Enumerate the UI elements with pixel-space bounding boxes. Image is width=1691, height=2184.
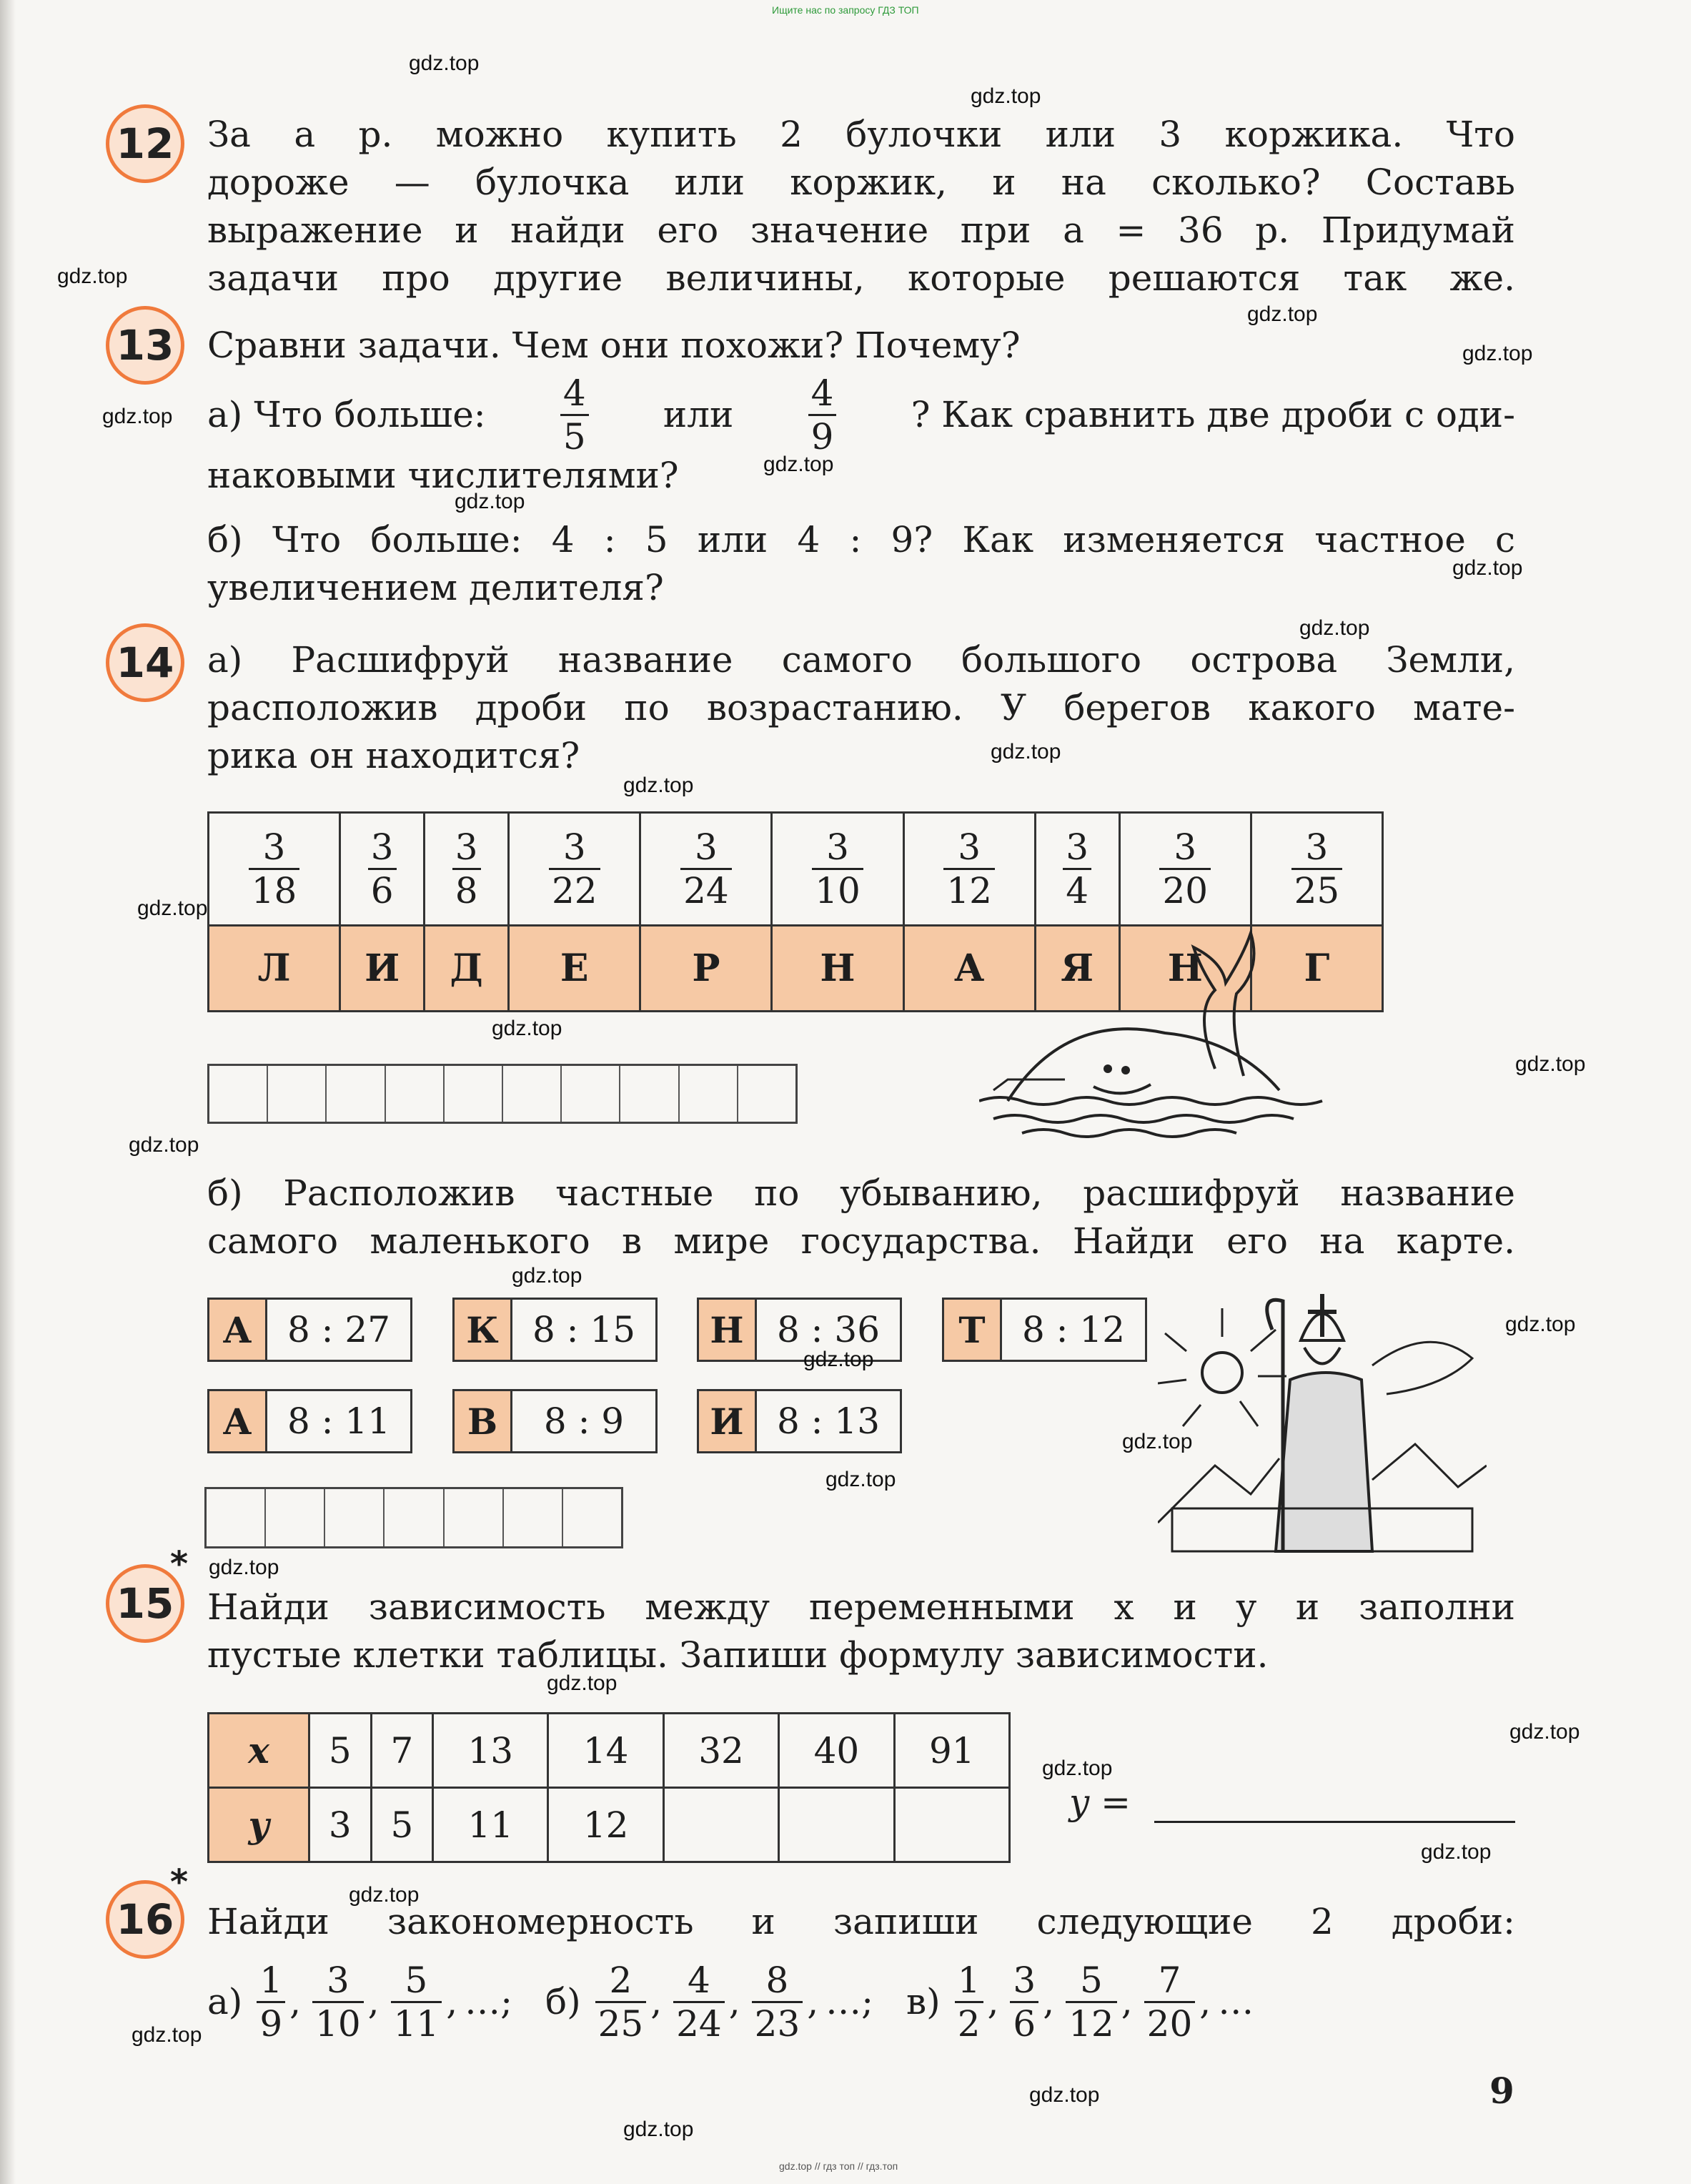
y-value: 5 bbox=[371, 1788, 433, 1862]
denominator: 12 bbox=[1066, 2001, 1117, 2042]
task-13-b-line-2: увеличением делителя? bbox=[207, 567, 664, 608]
x-value: 32 bbox=[663, 1714, 778, 1788]
sequence-b-ellipsis: …; bbox=[825, 1981, 874, 2022]
numerator: 3 bbox=[370, 826, 394, 868]
watermark-text: gdz.top bbox=[102, 405, 173, 428]
numerator: 3 bbox=[1066, 826, 1089, 868]
denominator: 18 bbox=[249, 868, 300, 909]
denominator: 22 bbox=[549, 868, 600, 909]
task-14-a-line-3: рика он находится? bbox=[207, 735, 580, 776]
page-number: 9 bbox=[1489, 2070, 1514, 2112]
denominator: 24 bbox=[673, 2001, 725, 2042]
cell-fraction bbox=[812, 826, 863, 911]
watermark-text: gdz.top bbox=[1122, 1430, 1193, 1453]
task-13-a-question: ? Как сравнить две дроби с оди- bbox=[911, 394, 1515, 435]
watermark-text: gdz.top bbox=[763, 453, 834, 476]
letter-cell: Е bbox=[509, 926, 640, 1012]
denominator: 25 bbox=[595, 2001, 647, 2042]
denominator: 20 bbox=[1159, 868, 1211, 909]
numerator: 3 bbox=[694, 826, 718, 868]
quotient-card bbox=[207, 1298, 412, 1362]
numerator: 3 bbox=[562, 826, 586, 868]
numerator: 3 bbox=[826, 826, 849, 868]
task-14-b-line-1: б) Расположив частные по убыванию, расшифруй название bbox=[207, 1172, 1515, 1214]
quotient-letter: В bbox=[455, 1391, 512, 1451]
denominator: 8 bbox=[452, 868, 481, 909]
task-12-line-3: выражение и найди его значение при a = 36 р. Придумай bbox=[207, 209, 1515, 251]
quotient-card bbox=[207, 1389, 412, 1453]
separator: , bbox=[987, 1981, 999, 2022]
quotient-expression: 8 : 9 bbox=[543, 1400, 625, 1442]
fraction-cell bbox=[640, 813, 772, 926]
letter-cell: Я bbox=[1035, 926, 1119, 1012]
fraction-cell bbox=[425, 813, 509, 926]
watermark-text: gdz.top bbox=[349, 1883, 420, 1907]
quotient-card bbox=[942, 1298, 1147, 1362]
numerator: 7 bbox=[1158, 1959, 1181, 2001]
letter-cell: Р bbox=[640, 926, 772, 1012]
separator: , bbox=[367, 1981, 380, 2022]
separator: , bbox=[289, 1981, 302, 2022]
letter-cell: И bbox=[340, 926, 425, 1012]
answer-cells-state[interactable] bbox=[204, 1487, 623, 1548]
task-12-line-1: За a р. можно купить 2 булочки или 3 коржика. Что bbox=[207, 114, 1515, 155]
fraction-cell bbox=[1035, 813, 1119, 926]
letter-cell: Л bbox=[209, 926, 340, 1012]
fraction-4-9 bbox=[808, 372, 837, 458]
quotient-card bbox=[697, 1389, 902, 1453]
cell-fraction bbox=[368, 826, 397, 911]
numerator: 3 bbox=[1013, 1959, 1036, 2001]
separator: , bbox=[728, 1981, 740, 2022]
watermark-text: gdz.top bbox=[803, 1348, 874, 1371]
quotient-letter: А bbox=[209, 1391, 267, 1451]
letter-cell: Н bbox=[1119, 926, 1251, 1012]
sequence-a-fraction bbox=[312, 1959, 364, 2045]
denominator: 9 bbox=[808, 414, 837, 455]
quotient-expression: 8 : 15 bbox=[532, 1309, 636, 1350]
letter-cell: Н bbox=[772, 926, 903, 1012]
letter-cell: Г bbox=[1251, 926, 1382, 1012]
task-13-a-line-2: наковыми числителями? bbox=[207, 455, 679, 496]
numerator: 4 bbox=[562, 372, 586, 414]
sequence-a-fraction bbox=[391, 1959, 442, 2045]
task-13-a-or: или bbox=[663, 394, 734, 435]
x-value: 14 bbox=[548, 1714, 663, 1788]
watermark-text: gdz.top bbox=[132, 2023, 202, 2047]
whale-illustration bbox=[979, 926, 1522, 1140]
y-header: y bbox=[209, 1788, 309, 1862]
fraction-cell bbox=[772, 813, 903, 926]
denominator: 10 bbox=[312, 2001, 364, 2042]
answer-cells-island[interactable] bbox=[207, 1064, 798, 1124]
numerator: 4 bbox=[688, 1959, 710, 2001]
y-value: 12 bbox=[548, 1788, 663, 1862]
letter-cell: Д bbox=[425, 926, 509, 1012]
footer-note: gdz.top // гдз топ // гдз.топ bbox=[779, 2160, 898, 2172]
watermark-text: gdz.top bbox=[1299, 616, 1370, 640]
cell-fraction bbox=[549, 826, 600, 911]
denominator: 10 bbox=[812, 868, 863, 909]
sequence-b-fraction bbox=[752, 1959, 803, 2045]
x-value: 91 bbox=[894, 1714, 1009, 1788]
quotient-card bbox=[452, 1298, 658, 1362]
watermark-text: gdz.top bbox=[209, 1556, 279, 1579]
watermark-text: gdz.top bbox=[1505, 1313, 1576, 1336]
letter-cell: А bbox=[903, 926, 1035, 1012]
y-value: 3 bbox=[309, 1788, 372, 1862]
watermark-text: gdz.top bbox=[1462, 342, 1533, 365]
cell-fraction bbox=[943, 826, 995, 911]
numerator: 4 bbox=[810, 372, 834, 414]
x-row bbox=[209, 1714, 1010, 1788]
fraction-cell bbox=[903, 813, 1035, 926]
quotient-letter: Н bbox=[699, 1300, 757, 1360]
quotient-expression: 8 : 27 bbox=[287, 1309, 391, 1350]
watermark-text: gdz.top bbox=[129, 1133, 199, 1157]
task-15-line-2: пустые клетки таблицы. Запиши формулу зависимости. bbox=[207, 1634, 1269, 1676]
task-12-line-4: задачи про другие величины, которые решаются так же. bbox=[207, 257, 1515, 299]
fraction-cell bbox=[1119, 813, 1251, 926]
numerator: 5 bbox=[405, 1959, 428, 2001]
denominator: 6 bbox=[1010, 2001, 1038, 2042]
cell-fraction bbox=[680, 826, 732, 911]
watermark-text: gdz.top bbox=[623, 774, 694, 797]
watermark-text: gdz.top bbox=[492, 1017, 562, 1040]
task-13-b-line-1: б) Что больше: 4 : 5 или 4 : 9? Как изменяется частное с bbox=[207, 519, 1515, 560]
numerator: 3 bbox=[1174, 826, 1197, 868]
quotient-expression: 8 : 13 bbox=[776, 1400, 881, 1442]
x-value: 13 bbox=[433, 1714, 548, 1788]
sequence-b-label: б) bbox=[545, 1981, 581, 2022]
x-value: 5 bbox=[309, 1714, 372, 1788]
sequence-a-label: а) bbox=[207, 1981, 243, 2022]
watermark-text: gdz.top bbox=[512, 1264, 582, 1288]
sequence-c-fraction bbox=[1144, 1959, 1196, 2045]
numerator: 1 bbox=[957, 1959, 981, 2001]
task-15-number: 15 bbox=[106, 1564, 184, 1643]
pope-illustration bbox=[1158, 1280, 1487, 1566]
denominator: 23 bbox=[752, 2001, 803, 2042]
task-13-intro: Сравни задачи. Чем они похожи? Почему? bbox=[207, 325, 1021, 366]
watermark-text: gdz.top bbox=[1029, 2083, 1100, 2107]
separator: , bbox=[650, 1981, 663, 2022]
task-16-star: * bbox=[170, 1862, 189, 1902]
sequence-b-fraction bbox=[595, 1959, 647, 2045]
sequence-c-ellipsis: … bbox=[1218, 1981, 1254, 2022]
y-empty-cell[interactable] bbox=[663, 1788, 778, 1862]
watermark-text: gdz.top bbox=[991, 740, 1061, 764]
formula-label: y = bbox=[1069, 1782, 1131, 1823]
sequence-c-fraction bbox=[1010, 1959, 1038, 2045]
quotient-card bbox=[452, 1389, 658, 1453]
sequence-c-fraction bbox=[955, 1959, 983, 2045]
y-empty-cell[interactable] bbox=[779, 1788, 894, 1862]
denominator: 2 bbox=[955, 2001, 983, 2042]
cell-fraction bbox=[1063, 826, 1091, 911]
task-12-number: 12 bbox=[106, 104, 184, 183]
numerator: 3 bbox=[958, 826, 981, 868]
header-note: Ищите нас по запросу ГДЗ ТОП bbox=[772, 4, 919, 16]
watermark-text: gdz.top bbox=[1421, 1840, 1492, 1864]
separator: , bbox=[807, 1981, 819, 2022]
sequence-a-ellipsis: …; bbox=[465, 1981, 512, 2022]
fraction-row bbox=[209, 813, 1383, 926]
separator: , bbox=[1121, 1981, 1133, 2022]
fraction-cell bbox=[340, 813, 425, 926]
watermark-text: gdz.top bbox=[57, 265, 128, 288]
cell-fraction bbox=[249, 826, 300, 911]
y-empty-cell[interactable] bbox=[894, 1788, 1009, 1862]
numerator: 8 bbox=[765, 1959, 789, 2001]
task-14-b-line-2: самого маленького в мире государства. Найди его на карте. bbox=[207, 1220, 1515, 1262]
denominator: 4 bbox=[1063, 868, 1091, 909]
xy-table bbox=[207, 1712, 1011, 1863]
separator: , bbox=[1199, 1981, 1211, 2022]
y-row bbox=[209, 1788, 1010, 1862]
task-12-line-2: дороже — булочка или коржик, и на сколько? Составь bbox=[207, 162, 1515, 203]
denominator: 5 bbox=[560, 414, 589, 455]
quotient-expression: 8 : 12 bbox=[1021, 1309, 1126, 1350]
fraction-cell bbox=[509, 813, 640, 926]
sequence-b-fraction bbox=[673, 1959, 725, 2045]
separator: , bbox=[446, 1981, 458, 2022]
cell-fraction bbox=[1159, 826, 1211, 911]
task-13-number: 13 bbox=[106, 306, 184, 385]
numerator: 2 bbox=[609, 1959, 633, 2001]
watermark-text: gdz.top bbox=[1509, 1720, 1580, 1744]
x-header: x bbox=[209, 1714, 309, 1788]
watermark-text: gdz.top bbox=[547, 1671, 618, 1695]
denominator: 9 bbox=[257, 2001, 285, 2042]
task-16-line-1: Найди закономерность и запиши следующие 2 дроби: bbox=[207, 1901, 1515, 1942]
watermark-text: gdz.top bbox=[1515, 1052, 1586, 1076]
cell-fraction bbox=[1291, 826, 1343, 911]
quotient-letter: И bbox=[699, 1391, 757, 1451]
numerator: 3 bbox=[326, 1959, 349, 2001]
quotient-expression: 8 : 11 bbox=[287, 1400, 391, 1442]
fraction-sequences bbox=[207, 1952, 1254, 2052]
denominator: 25 bbox=[1291, 868, 1343, 909]
denominator: 24 bbox=[680, 868, 732, 909]
sequence-c-fraction bbox=[1066, 1959, 1117, 2045]
quotient-expression: 8 : 36 bbox=[776, 1309, 881, 1350]
watermark-text: gdz.top bbox=[455, 490, 525, 513]
task-15-star: * bbox=[170, 1544, 189, 1584]
watermark-text: gdz.top bbox=[1452, 556, 1523, 580]
x-value: 40 bbox=[779, 1714, 894, 1788]
y-value: 11 bbox=[433, 1788, 548, 1862]
task-14-number: 14 bbox=[106, 623, 184, 702]
watermark-text: gdz.top bbox=[137, 896, 208, 920]
task-13-a-prefix: а) Что больше: bbox=[207, 394, 486, 435]
numerator: 1 bbox=[259, 1959, 283, 2001]
watermark-text: gdz.top bbox=[409, 51, 480, 75]
formula-answer-line[interactable] bbox=[1154, 1819, 1515, 1823]
numerator: 3 bbox=[262, 826, 286, 868]
quotient-letter: Т bbox=[944, 1300, 1002, 1360]
task-13-a-line bbox=[207, 372, 1515, 458]
fraction-cell bbox=[209, 813, 340, 926]
fraction-cell bbox=[1251, 813, 1382, 926]
watermark-text: gdz.top bbox=[971, 84, 1041, 108]
quotient-letter: К bbox=[455, 1300, 512, 1360]
numerator: 5 bbox=[1080, 1959, 1103, 2001]
denominator: 11 bbox=[391, 2001, 442, 2042]
separator: , bbox=[1043, 1981, 1055, 2022]
watermark-text: gdz.top bbox=[825, 1468, 896, 1491]
task-14-a-line-2: расположив дроби по возрастанию. У берегов какого мате- bbox=[207, 687, 1515, 728]
watermark-text: gdz.top bbox=[623, 2118, 694, 2141]
sequence-c-label: в) bbox=[906, 1981, 941, 2022]
sequence-a-fraction bbox=[257, 1959, 285, 2045]
denominator: 12 bbox=[943, 868, 995, 909]
quotient-letter: А bbox=[209, 1300, 267, 1360]
page-binding-shadow bbox=[0, 0, 16, 2184]
watermark-text: gdz.top bbox=[1247, 302, 1318, 326]
denominator: 6 bbox=[368, 868, 397, 909]
task-15-line-1: Найди зависимость между переменными x и y и заполни bbox=[207, 1586, 1515, 1628]
cell-fraction bbox=[452, 826, 481, 911]
fraction-4-5 bbox=[560, 372, 589, 458]
task-16-number: 16 bbox=[106, 1880, 184, 1959]
task-14-a-line-1: а) Расшифруй название самого большого острова Земли, bbox=[207, 639, 1515, 681]
numerator: 3 bbox=[455, 826, 478, 868]
denominator: 20 bbox=[1144, 2001, 1196, 2042]
watermark-text: gdz.top bbox=[1042, 1756, 1113, 1780]
numerator: 3 bbox=[1305, 826, 1329, 868]
x-value: 7 bbox=[371, 1714, 433, 1788]
